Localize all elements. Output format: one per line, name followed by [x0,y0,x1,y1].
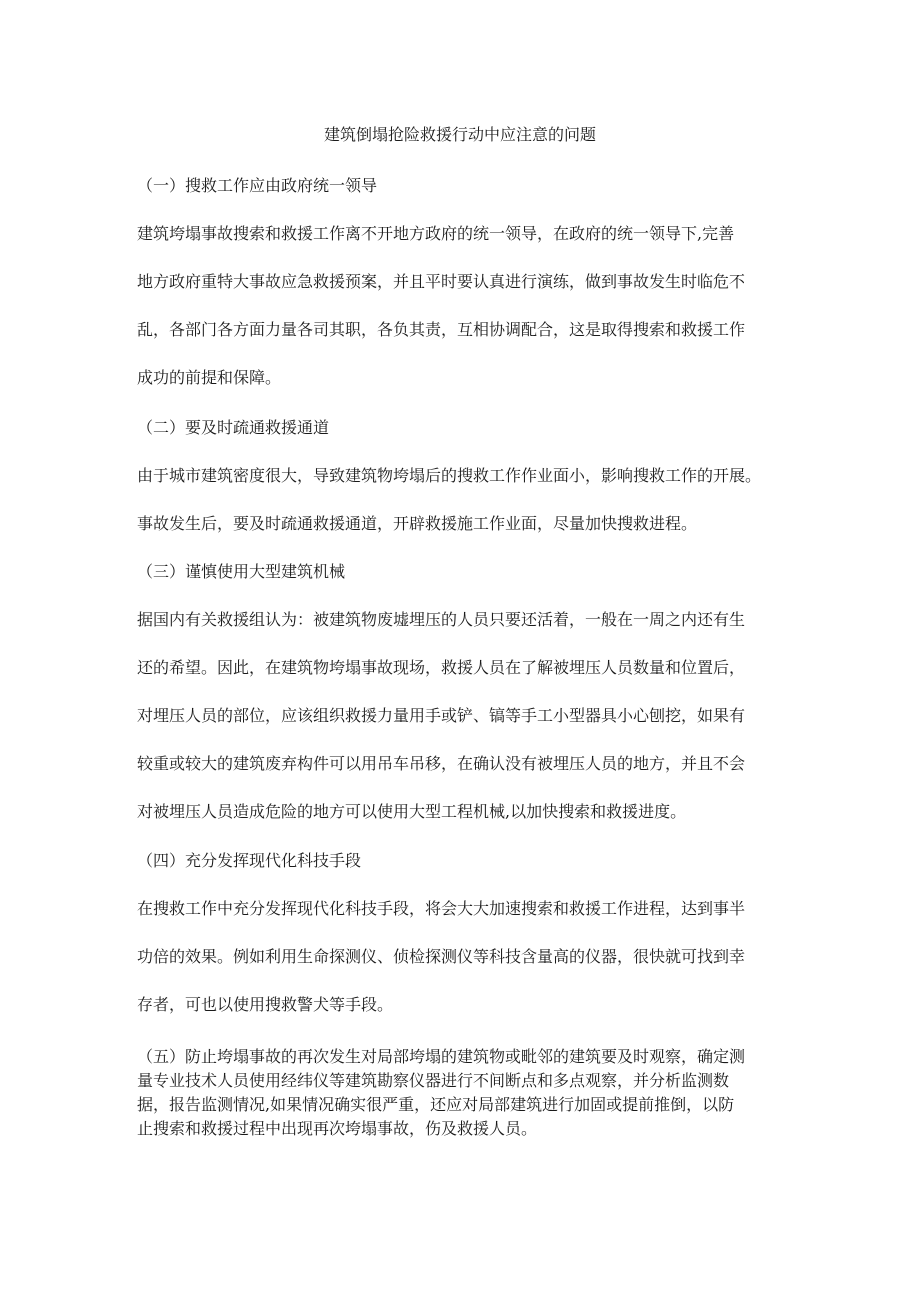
paragraph-line: 对被埋压人员造成危险的地方可以使用大型工程机械,以加快搜索和救援进度。 [137,802,687,821]
paragraph-line: 还的希望。因此，在建筑物垮塌事故现场，救援人员在了解被埋压人员数量和位置后， [137,658,746,677]
section-heading-4: （四）充分发挥现代化科技手段 [137,851,362,870]
paragraph-line: 由于城市建筑密度很大，导致建筑物垮塌后的搜救工作作业面小，影响搜救工作的开展。 [137,466,762,485]
paragraph-line: 事故发生后，要及时疏通救援通道，开辟救援施工作业面，尽量加快搜救进程。 [137,514,698,533]
paragraph-line: 乱，各部门各方面力量各司其职，各负其责，互相协调配合，这是取得搜索和救援工作 [137,320,746,339]
paragraph-line: 止搜索和救援过程中出现再次垮塌事故，伤及救援人员。 [137,1119,538,1138]
paragraph-line: 建筑垮塌事故搜索和救援工作离不开地方政府的统一领导，在政府的统一领导下,完善 [137,224,735,243]
section-heading-2: （二）要及时疏通救援通道 [137,418,330,437]
paragraph-line: 据，报告监测情况,如果情况确实很严重，还应对局部建筑进行加固或提前推倒，以防 [137,1095,735,1114]
paragraph-line: 较重或较大的建筑废弃构件可以用吊车吊移，在确认没有被埋压人员的地方，并且不会 [137,754,746,773]
paragraph-line: 对埋压人员的部位，应该组织救援力量用手或铲、镐等手工小型器具小心刨挖，如果有 [137,706,746,725]
paragraph-line: 在搜救工作中充分发挥现代化科技手段，将会大大加速搜索和救援工作进程，达到事半 [137,899,746,918]
section-heading-1: （一）搜救工作应由政府统一领导 [137,176,378,195]
paragraph-line: 功倍的效果。例如利用生命探测仪、侦检探测仪等科技含量高的仪器，很快就可找到幸 [137,947,746,966]
section-heading-3: （三）谨慎使用大型建筑机械 [137,562,346,581]
paragraph-line: （五）防止垮塌事故的再次发生对局部垮塌的建筑物或毗邻的建筑要及时观察，确定测 [137,1047,746,1066]
paragraph-line: 量专业技术人员使用经纬仪等建筑勘察仪器进行不间断点和多点观察，并分析监测数 [137,1071,730,1090]
paragraph-line: 地方政府重特大事故应急救援预案，并且平时要认真进行演练，做到事故发生时临危不 [137,272,746,291]
paragraph-line: 存者，可也以使用搜救警犬等手段。 [137,995,394,1014]
paragraph-line: 据国内有关救援组认为：被建筑物废墟埋压的人员只要还活着，一般在一周之内还有生 [137,610,746,629]
paragraph-line: 成功的前提和保障。 [137,368,282,387]
page-title: 建筑倒塌抢险救援行动中应注意的问题 [323,125,596,144]
